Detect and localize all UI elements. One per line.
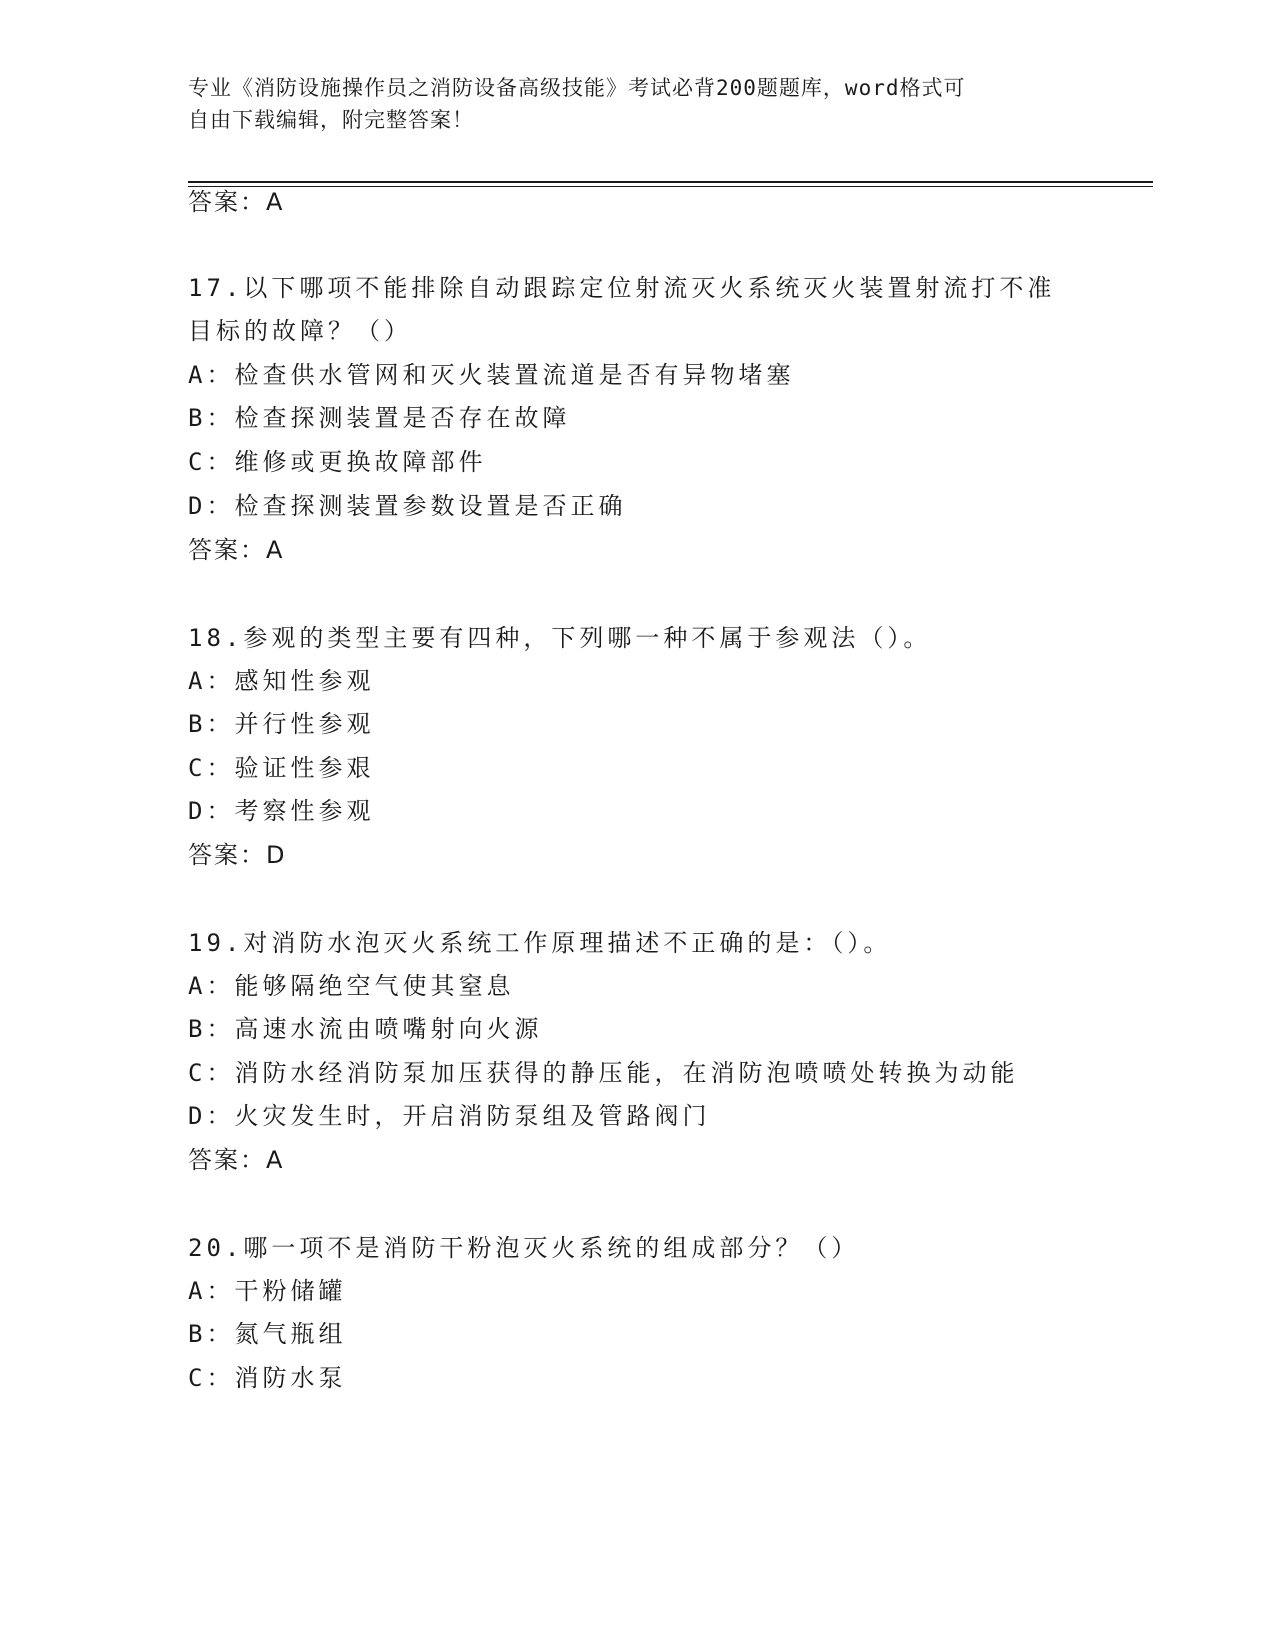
question-20-stem-line-1: 20.哪一项不是消防干粉泡灭火系统的组成部分？（） [188,1234,860,1262]
question-19-answer: 答案：A [188,1146,285,1174]
question-17-option-d: D：检查探测装置参数设置是否正确 [188,492,627,520]
question-17-stem-line-2: 目标的故障？（） [188,317,412,345]
question-18-option-a: A：感知性参观 [188,667,375,695]
question-17-option-c: C：维修或更换故障部件 [188,448,487,476]
question-18-stem-line-1: 18.参观的类型主要有四种，下列哪一种不属于参观法（）。 [188,624,932,652]
question-18-option-c: C：验证性参艰 [188,754,375,782]
header-line-1: 专业《消防设施操作员之消防设备高级技能》考试必背200题题库，word格式可 [188,76,966,100]
header-line-2: 自由下载编辑，附完整答案！ [188,108,474,132]
question-17-option-a: A：检查供水管网和灭火装置流道是否有异物堵塞 [188,361,795,389]
question-18-answer: 答案：D [188,841,287,869]
question-18-option-d: D：考察性参观 [188,797,375,825]
question-19-option-c: C：消防水经消防泵加压获得的静压能，在消防泡喷喷处转换为动能 [188,1059,1019,1087]
question-20-option-c: C：消防水泵 [188,1364,347,1392]
question-19-option-d: D：火灾发生时，开启消防泵组及管路阀门 [188,1102,711,1130]
question-17-option-b: B：检查探测装置是否存在故障 [188,404,571,432]
question-19-option-b: B：高速水流由喷嘴射向火源 [188,1015,543,1043]
question-17-answer: 答案：A [188,536,285,564]
document-header [188,72,1088,136]
question-19-stem-line-1: 19.对消防水泡灭火系统工作原理描述不正确的是：（）。 [188,929,892,957]
question-19-option-a: A：能够隔绝空气使其窒息 [188,972,515,1000]
question-20-option-b: B：氮气瓶组 [188,1320,347,1348]
previous-answer: 答案：A [188,188,285,216]
question-20-option-a: A：干粉储罐 [188,1277,347,1305]
header-divider [188,181,1153,183]
header-divider-thin [188,186,1153,187]
question-18-option-b: B：并行性参观 [188,710,375,738]
question-17-stem-line-1: 17.以下哪项不能排除自动跟踪定位射流灭火系统灭火装置射流打不准 [188,274,1056,302]
